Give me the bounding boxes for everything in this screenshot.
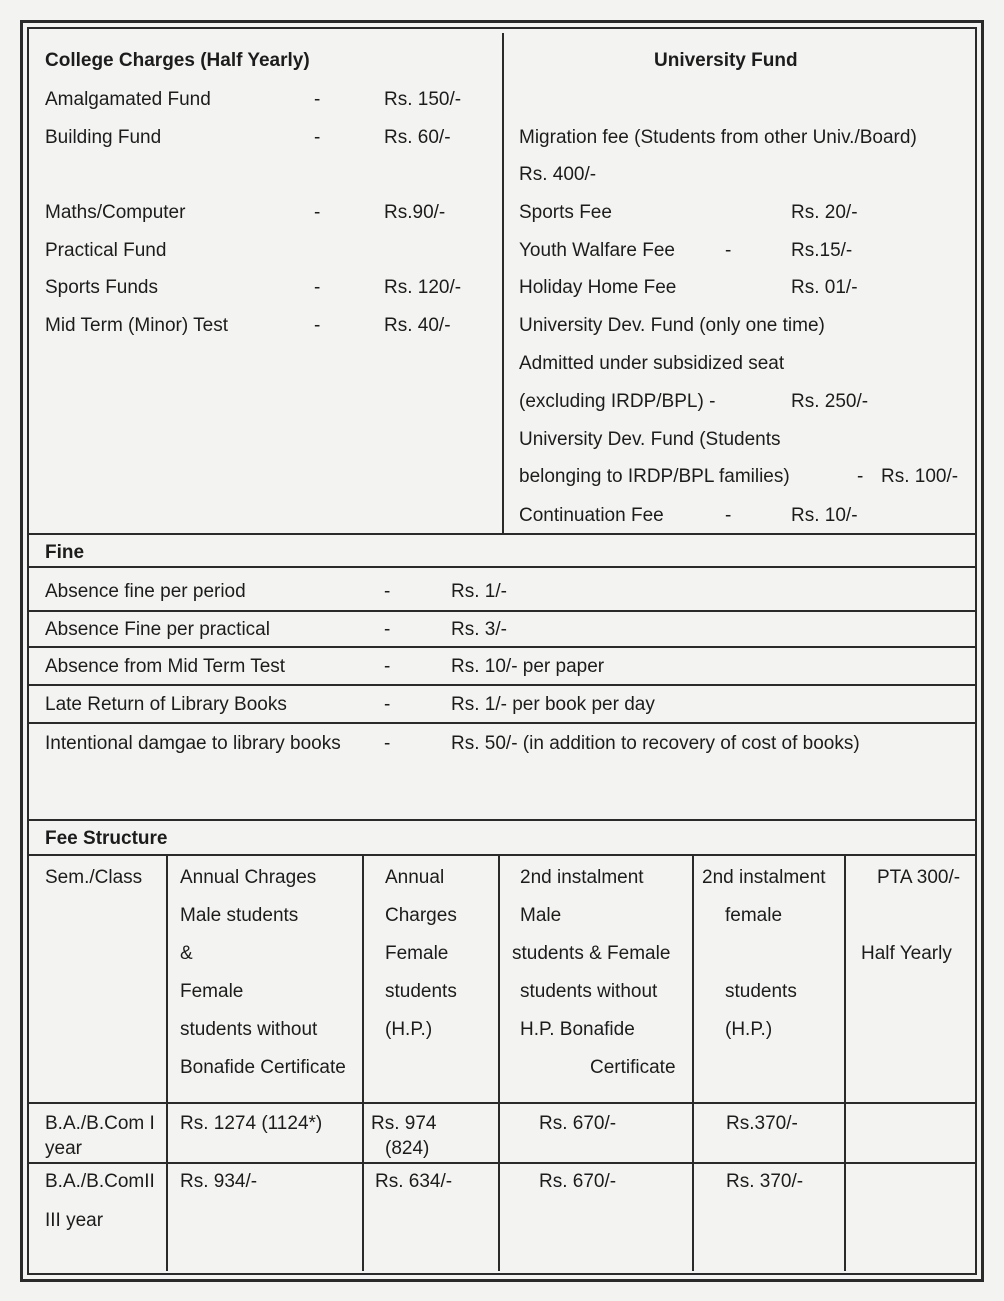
subsidized-seat-amount: Rs. 250/-	[791, 391, 869, 412]
divider	[29, 854, 975, 856]
column-divider	[362, 854, 364, 1271]
college-charges-heading: College Charges (Half Yearly)	[45, 50, 310, 71]
divider	[29, 684, 975, 686]
divider	[29, 1162, 975, 1164]
subsidized-seat-label: Admitted under subsidized seat	[519, 353, 785, 374]
continuation-fee-label: Continuation Fee	[519, 505, 664, 526]
irdp-fund-label-2: belonging to IRDP/BPL families)	[519, 466, 790, 487]
fee-structure-heading: Fee Structure	[45, 828, 168, 849]
divider	[29, 533, 975, 535]
university-fund-heading: University Fund	[654, 50, 798, 71]
migration-fee-amount: Rs. 400/-	[519, 164, 597, 185]
divider	[29, 722, 975, 724]
continuation-fee-amount: Rs. 10/-	[791, 505, 858, 526]
divider	[29, 1102, 975, 1104]
irdp-fund-amount: Rs. 100/-	[881, 466, 959, 487]
university-dev-fund-label: University Dev. Fund (only one time)	[519, 315, 825, 336]
holiday-home-fee-label: Holiday Home Fee	[519, 277, 677, 298]
divider	[29, 646, 975, 648]
youth-welfare-fee-amount: Rs.15/-	[791, 240, 853, 261]
column-divider	[166, 854, 168, 1271]
fine-heading: Fine	[45, 542, 85, 563]
irdp-fund-label: University Dev. Fund (Students	[519, 429, 781, 450]
migration-fee-label: Migration fee (Students from other Univ./Board)	[519, 127, 917, 148]
holiday-home-fee-amount: Rs. 01/-	[791, 277, 858, 298]
subsidized-seat-label-2: (excluding IRDP/BPL) -	[519, 391, 716, 412]
divider	[29, 566, 975, 568]
irdp-fund-dash: -	[857, 466, 864, 487]
youth-welfare-fee-dash: -	[725, 240, 732, 261]
divider	[29, 819, 975, 821]
sports-fee-label: Sports Fee	[519, 202, 612, 223]
top-divider	[502, 33, 504, 533]
divider	[29, 610, 975, 612]
sports-fee-amount: Rs. 20/-	[791, 202, 858, 223]
column-divider	[844, 854, 846, 1271]
column-divider	[498, 854, 500, 1271]
fee-document: College Charges (Half Yearly) University Fund Amalgamated Fund - Rs. 150/- Building Fund - Rs. 60/- Maths/Computer - Rs.90/- Practical Fund Sports Funds - Rs. 120/- Mid Term (Minor) Test - Rs. 40/- Migration fee (Students from other Univ./Board) Rs. 400/- Sports Fee Rs. 20/- Youth Walfare Fee - Rs.15/- Holiday Home Fee Rs. 01/- University Dev. Fund (only one time) Admitted under subsidized seat (excluding IRDP/BPL) - Rs. 250/- University Dev. Fund (Students belonging to IRDP/BPL families) - Rs. 100/- Continuation Fee - Rs. 10/- Fine Absence fine per period - Rs. 1/- Absence Fine per practical - Rs. 3/- Absence from Mid Term Test - Rs. 10/- per paper Late Return of Library Books - Rs. 1/- per book per day Intentional damgae to library books - Rs. 50/- (in addition to recovery of cost of books) Fee Structure Sem./Class Annual Chrages Male students & Female students without Bonafide Certificate Annual Charges Female students (H.P.) 2nd instalment Male students & Female students without H.P. Bonafide Certificate 2nd instalment female students (H.P.) PTA 300/- Half Yearly B.A./B.Com I year Rs. 1274 (1124*) Rs. 974 (824) Rs. 670/- Rs.370/- B.A./B.ComII III year Rs. 934/- Rs. 634/- Rs. 670/- Rs. 370/-	[29, 33, 975, 1271]
column-divider	[692, 854, 694, 1271]
youth-welfare-fee-label: Youth Walfare Fee	[519, 240, 675, 261]
continuation-fee-dash: -	[725, 505, 732, 526]
